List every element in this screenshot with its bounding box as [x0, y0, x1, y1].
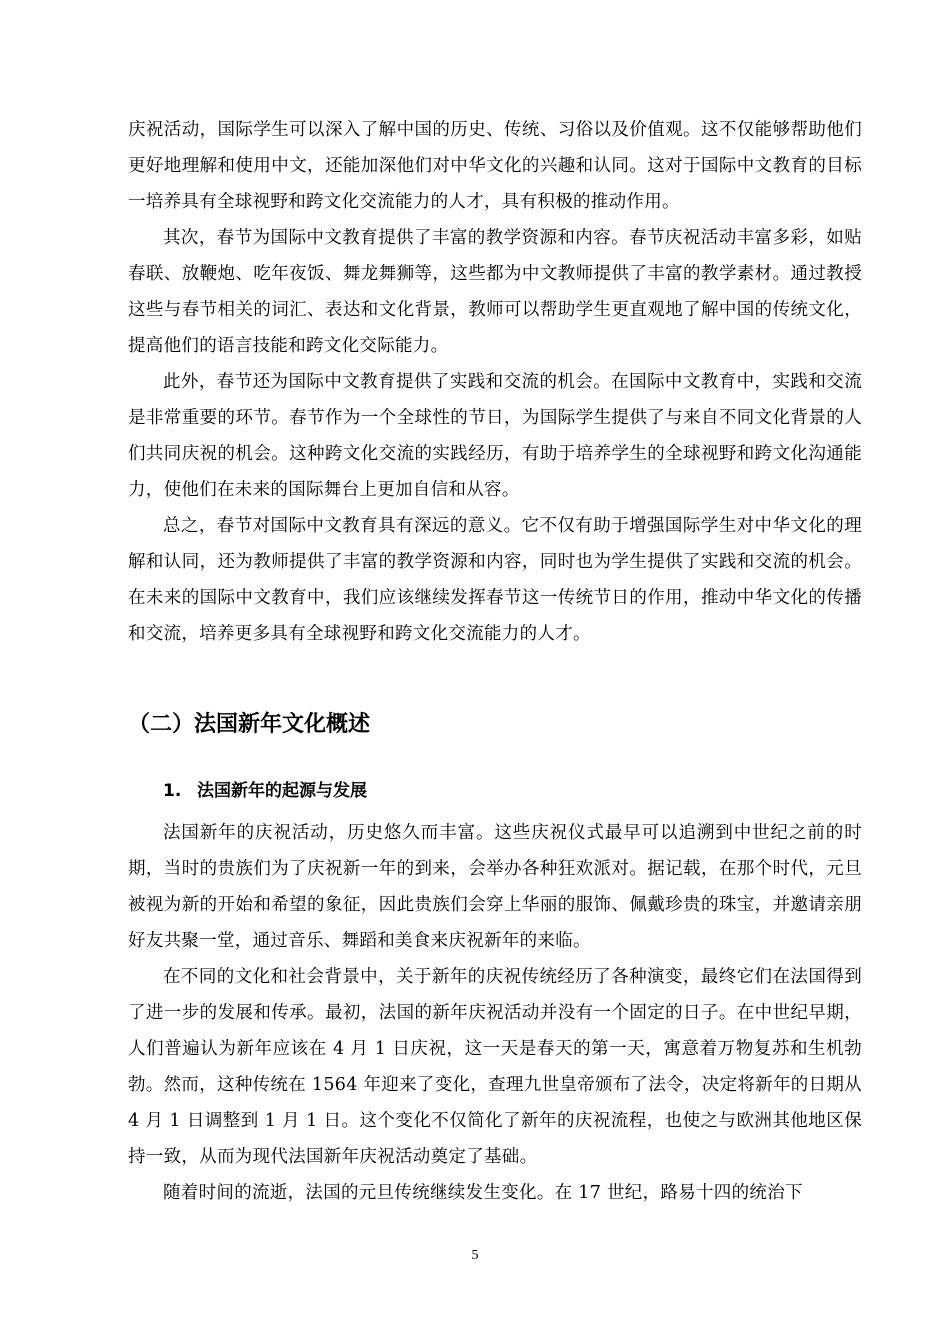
page-number: 5: [471, 1248, 479, 1263]
paragraph: 其次，春节为国际中文教育提供了丰富的教学资源和内容。春节庆祝活动丰富多彩，如贴春联、放鞭炮、吃年夜饭、舞龙舞狮等，这些都为中文教师提供了丰富的教学素材。通过教授这些与春节相关的词汇、表达和文化背景，教师可以帮助学生更直观地了解中国的传统文化，提高他们的语言技能和跨文化交际能力。: [128, 228, 862, 356]
subsection-heading: [163, 773, 367, 809]
section-heading: （二）法国新年文化概述: [128, 712, 371, 737]
paragraph: 随着时间的流逝，法国的元旦传统继续发生变化。在 17 世纪，路易十四的统治下: [163, 1183, 803, 1203]
paragraph: 庆祝活动，国际学生可以深入了解中国的历史、传统、习俗以及价值观。这不仅能够帮助他们更好地理解和使用中文，还能加深他们对中华文化的兴趣和认同。这对于国际中文教育的目标一培养具有全球视野和跨文化交流能力的人才，具有积极的推动作用。: [128, 120, 862, 212]
paragraph: 此外，春节还为国际中文教育提供了实践和交流的机会。在国际中文教育中，实践和交流是非常重要的环节。春节作为一个全球性的节日，为国际学生提供了与来自不同文化背景的人们共同庆祝的机会。这种跨文化交流的实践经历，有助于培养学生的全球视野和跨文化沟通能力，使他们在未来的国际舞台上更加自信和从容。: [128, 372, 862, 500]
paragraph: 在不同的文化和社会背景中，关于新年的庆祝传统经历了各种演变，最终它们在法国得到了进一步的发展和传承。最初，法国的新年庆祝活动并没有一个固定的日子。在中世纪早期，人们普遍认为新年应该在 4 月 1 日庆祝，这一天是春天的第一天，寓意着万物复苏和生机勃勃。然而，这种传统在 1564 年迎来了变化，查理九世皇帝颁布了法令，决定将新年的日期从 4 月 1 日调整到 1 月 1 日。这个变化不仅简化了新年的庆祝流程，也使之与欧洲其他地区保持一致，从而为现代法国新年庆祝活动奠定了基础。: [128, 967, 862, 1167]
paragraph: 总之，春节对国际中文教育具有深远的意义。它不仅有助于增强国际学生对中华文化的理解和认同，还为教师提供了丰富的教学资源和内容，同时也为学生提供了实践和交流的机会。在未来的国际中文教育中，我们应该继续发挥春节这一传统节日的作用，推动中华文化的传播和交流，培养更多具有全球视野和跨文化交流能力的人才。: [128, 516, 862, 644]
subsection-number: 1.: [163, 781, 182, 801]
subsection-title: 法国新年的起源与发展: [197, 781, 367, 801]
body-text-top: [128, 112, 862, 652]
body-text-bottom: [128, 815, 862, 1211]
paragraph: 法国新年的庆祝活动，历史悠久而丰富。这些庆祝仪式最早可以追溯到中世纪之前的时期，当时的贵族们为了庆祝新一年的到来，会举办各种狂欢派对。据记载，在那个时代，元旦被视为新的开始和希望的象征，因此贵族们会穿上华丽的服饰、佩戴珍贵的珠宝，并邀请亲朋好友共聚一堂，通过音乐、舞蹈和美食来庆祝新年的来临。: [128, 823, 862, 951]
